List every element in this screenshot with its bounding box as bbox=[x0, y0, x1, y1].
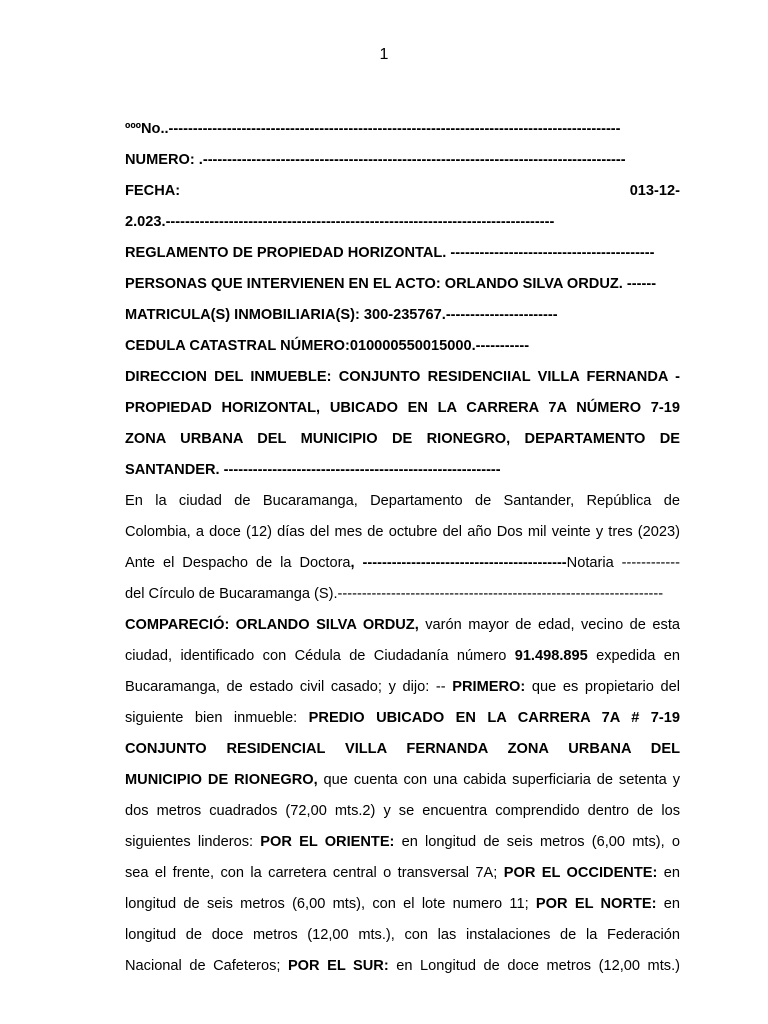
direccion-line-4: SANTANDER. --------------------------------------------------------- bbox=[125, 462, 501, 478]
fecha-line bbox=[125, 176, 680, 207]
body-line-7: dos metros cuadrados (72,00 mts.2) y se encuentra comprendido dentro de los bbox=[125, 803, 680, 819]
body-line-2 bbox=[125, 641, 680, 672]
intro-line-3-a: Ante el Despacho de la Doctora bbox=[125, 555, 351, 571]
fecha-label: FECHA: bbox=[125, 183, 181, 199]
direccion-line-3: ZONA URBANA DEL MUNICIPIO DE RIONEGRO, DEPARTAMENTO DE bbox=[125, 431, 680, 447]
direccion-line-2: PROPIEDAD HORIZONTAL, UBICADO EN LA CARRERA 7A NÚMERO 7-19 bbox=[125, 400, 680, 416]
cedula-number: 91.498.895 bbox=[514, 648, 588, 664]
body-line-6-a: MUNICIPIO DE RIONEGRO, bbox=[125, 772, 318, 788]
body-line-11: longitud de doce metros (12,00 mts.), con las instalaciones de la Federación bbox=[125, 927, 680, 943]
body-line-3 bbox=[125, 672, 680, 703]
body-line-1-a: COMPARECIÓ: ORLANDO SILVA ORDUZ, bbox=[125, 617, 419, 633]
fecha-value: 013-12- bbox=[629, 183, 680, 199]
body-line-3-c: que es propietario del bbox=[525, 679, 680, 695]
body-line-10 bbox=[125, 889, 680, 920]
body-line-4 bbox=[125, 703, 680, 734]
body-line-9 bbox=[125, 858, 680, 889]
reglamento-line: REGLAMENTO DE PROPIEDAD HORIZONTAL. ------------------------------------------ bbox=[125, 245, 655, 261]
body-line-10-b: POR EL NORTE: bbox=[535, 896, 657, 912]
body-line-1 bbox=[125, 610, 680, 641]
direccion-line-1: DIRECCION DEL INMUEBLE: CONJUNTO RESIDENCIIAL VILLA FERNANDA - bbox=[125, 369, 680, 385]
body-line-8-b: POR EL ORIENTE: bbox=[260, 834, 395, 850]
body-line-12-c: en Longitud de doce metros (12,00 mts.) bbox=[388, 958, 680, 974]
intro-line-3 bbox=[125, 548, 680, 579]
no-line: ºººNo..--------------------------------------------------------------------------------------------- bbox=[125, 121, 621, 137]
body-line-12-a: Nacional de Cafeteros; bbox=[125, 958, 288, 974]
body-line-12-b: POR EL SUR: bbox=[287, 958, 389, 974]
body-line-3-b: PRIMERO: bbox=[452, 679, 526, 695]
body-line-9-b: POR EL OCCIDENTE: bbox=[503, 865, 658, 881]
body-line-3-a: Bucaramanga, de estado civil casado; y dijo: -- bbox=[125, 679, 453, 695]
body-line-1-b: varón mayor de edad, vecino de esta bbox=[418, 617, 680, 633]
body-line-9-a: sea el frente, con la carretera central o transversal 7A; bbox=[125, 865, 504, 881]
body-line-8-a: siguientes linderos: bbox=[125, 834, 261, 850]
body-line-9-c: en bbox=[657, 865, 680, 881]
intro-line-3-b: , ------------------------------------------ bbox=[350, 555, 567, 571]
intro-line-4: del Círculo de Bucaramanga (S).------------------------------------------------------------------- bbox=[125, 586, 664, 602]
body-line-10-a: longitud de seis metros (6,00 mts), con el lote numero 11; bbox=[125, 896, 536, 912]
intro-line-1: En la ciudad de Bucaramanga, Departamento de Santander, República de bbox=[125, 493, 680, 509]
body-line-8-c: en longitud de seis metros (6,00 mts), o bbox=[394, 834, 680, 850]
page-number: 1 bbox=[379, 46, 389, 63]
body-line-6 bbox=[125, 765, 680, 796]
cedula-catastral-line: CEDULA CATASTRAL NÚMERO:010000550015000.----------- bbox=[125, 338, 530, 354]
document-body bbox=[125, 114, 680, 982]
body-line-5: CONJUNTO RESIDENCIAL VILLA FERNANDA ZONA URBANA DEL bbox=[125, 741, 680, 757]
body-line-2-c: expedida en bbox=[587, 648, 680, 664]
personas-line: PERSONAS QUE INTERVIENEN EN EL ACTO: ORLANDO SILVA ORDUZ. ------ bbox=[125, 276, 657, 292]
body-line-10-c: en bbox=[656, 896, 680, 912]
matricula-line: MATRICULA(S) INMOBILIARIA(S): 300-235767.----------------------- bbox=[125, 307, 558, 323]
body-line-2-a: ciudad, identificado con Cédula de Ciudadanía número bbox=[125, 648, 515, 664]
body-line-12 bbox=[125, 951, 680, 982]
body-line-4-a: siguiente bien inmueble: bbox=[125, 710, 309, 726]
body-line-6-b: que cuenta con una cabida superficiaria de setenta y bbox=[317, 772, 680, 788]
fecha-continuation: 2.023.-------------------------------------------------------------------------------- bbox=[125, 214, 555, 230]
intro-line-3-c: Notaria ------------ bbox=[566, 555, 680, 571]
intro-line-2: Colombia, a doce (12) días del mes de octubre del año Dos mil veinte y tres (2023) bbox=[125, 524, 680, 540]
body-line-8 bbox=[125, 827, 680, 858]
numero-line: NUMERO: .--------------------------------------------------------------------------------------- bbox=[125, 152, 626, 168]
body-line-4-b: PREDIO UBICADO EN LA CARRERA 7A # 7-19 bbox=[308, 710, 680, 726]
